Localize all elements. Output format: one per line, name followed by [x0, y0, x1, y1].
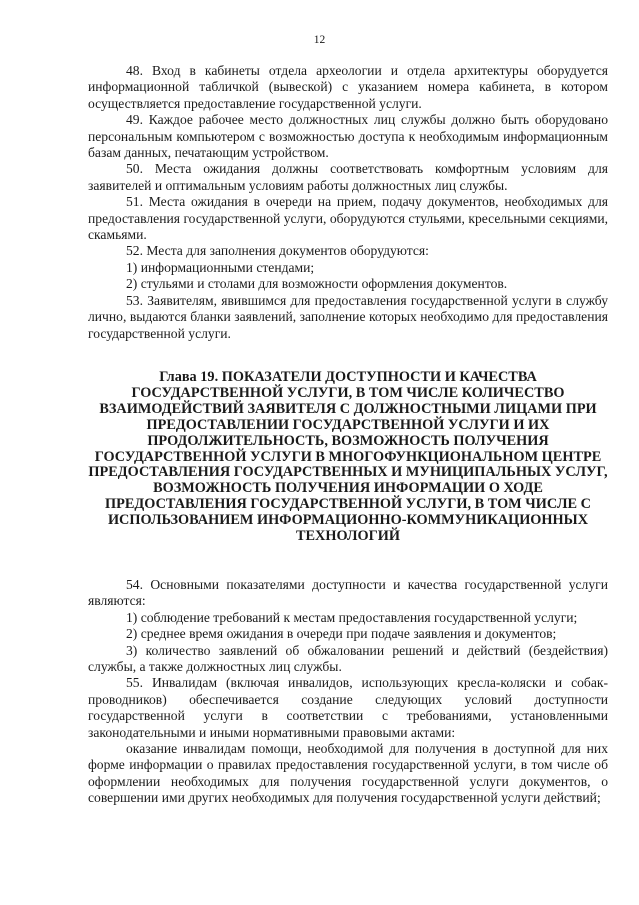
paragraph-55: 55. Инвалидам (включая инвалидов, использующих кресла-коляски и собак-проводников) обеспечивается создание следующих условий доступности государственной услуги в соответствии с требованиями, установленными законодательными и иными нормативными правовыми актами:	[88, 675, 608, 740]
paragraph-52-item-1: 1) информационными стендами;	[126, 259, 315, 275]
paragraph-53: 53. Заявителям, явившимся для предоставления государственной услуги в службу лично, выдаются бланки заявлений, заполнение которых необходимо для предоставления государственной услуги.	[88, 292, 608, 341]
top-text-block	[88, 63, 608, 342]
paragraph-51: 51. Места ожидания в очереди на прием, подачу документов, необходимых для предоставления государственной услуги, оборудуются стульями, кресельными секциями, скамьями.	[88, 194, 608, 243]
bottom-text-block	[88, 577, 608, 807]
paragraph-55-item-1: оказание инвалидам помощи, необходимой для получения в доступной для них форме информации о правилах предоставления государственной услуги, в том числе об оформлении необходимых для получения государственной услуги документов, о совершении ими других необходимых для получения государственной услуги действий;	[88, 741, 608, 806]
paragraph-52-item-2: 2) стульями и столами для возможности оформления документов.	[126, 276, 508, 292]
paragraph-50: 50. Места ожидания должны соответствовать комфортным условиям для заявителей и оптимальным условиям работы должностных лиц службы.	[88, 161, 608, 193]
page-number: 12	[313, 34, 326, 46]
paragraph-49: 49. Каждое рабочее место должностных лиц службы должно быть оборудовано персональным компьютером с возможностью доступа к необходимым информационным базам данных, печатающим устройством.	[88, 112, 608, 161]
paragraph-48: 48. Вход в кабинеты отдела археологии и отдела архитектуры оборудуется информационной табличкой (вывеской) с указанием номера кабинета, в котором осуществляется предоставление государственной услуги.	[88, 63, 608, 111]
paragraph-54-item-1: 1) соблюдение требований к местам предоставления государственной услуги;	[126, 609, 578, 625]
chapter-heading: Глава 19. ПОКАЗАТЕЛИ ДОСТУПНОСТИ И КАЧЕСТВА ГОСУДАРСТВЕННОЙ УСЛУГИ, В ТОМ ЧИСЛЕ КОЛИЧЕСТВО ВЗАИМОДЕЙСТВИЙ ЗАЯВИТЕЛЯ С ДОЛЖНОСТНЫМИ ЛИЦАМИ ПРИ ПРЕДОСТАВЛЕНИИ ГОСУДАРСТВЕННОЙ УСЛУГИ И ИХ ПРОДОЛЖИТЕЛЬНОСТЬ, ВОЗМОЖНОСТЬ ПОЛУЧЕНИЯ ГОСУДАРСТВЕННОЙ УСЛУГИ В МНОГОФУНКЦИОНАЛЬНОМ ЦЕНТРЕ ПРЕДОСТАВЛЕНИЯ ГОСУДАРСТВЕННЫХ И МУНИЦИПАЛЬНЫХ УСЛУГ, ВОЗМОЖНОСТЬ ПОЛУЧЕНИЯ ИНФОРМАЦИИ О ХОДЕ ПРЕДОСТАВЛЕНИЯ ГОСУДАРСТВЕННОЙ УСЛУГИ, В ТОМ ЧИСЛЕ С ИСПОЛЬЗОВАНИЕМ ИНФОРМАЦИОННО-КОММУНИКАЦИОННЫХ ТЕХНОЛОГИЙ	[88, 369, 608, 545]
paragraph-52: 52. Места для заполнения документов оборудуются:	[126, 243, 429, 259]
paragraph-54-item-3: 3) количество заявлений об обжаловании решений и действий (бездействия) службы, а также должностных лиц службы.	[88, 642, 608, 675]
paragraph-54-item-2: 2) среднее время ожидания в очереди при подаче заявления и документов;	[126, 626, 557, 642]
paragraph-54: 54. Основными показателями доступности и качества государственной услуги являются:	[88, 577, 608, 609]
